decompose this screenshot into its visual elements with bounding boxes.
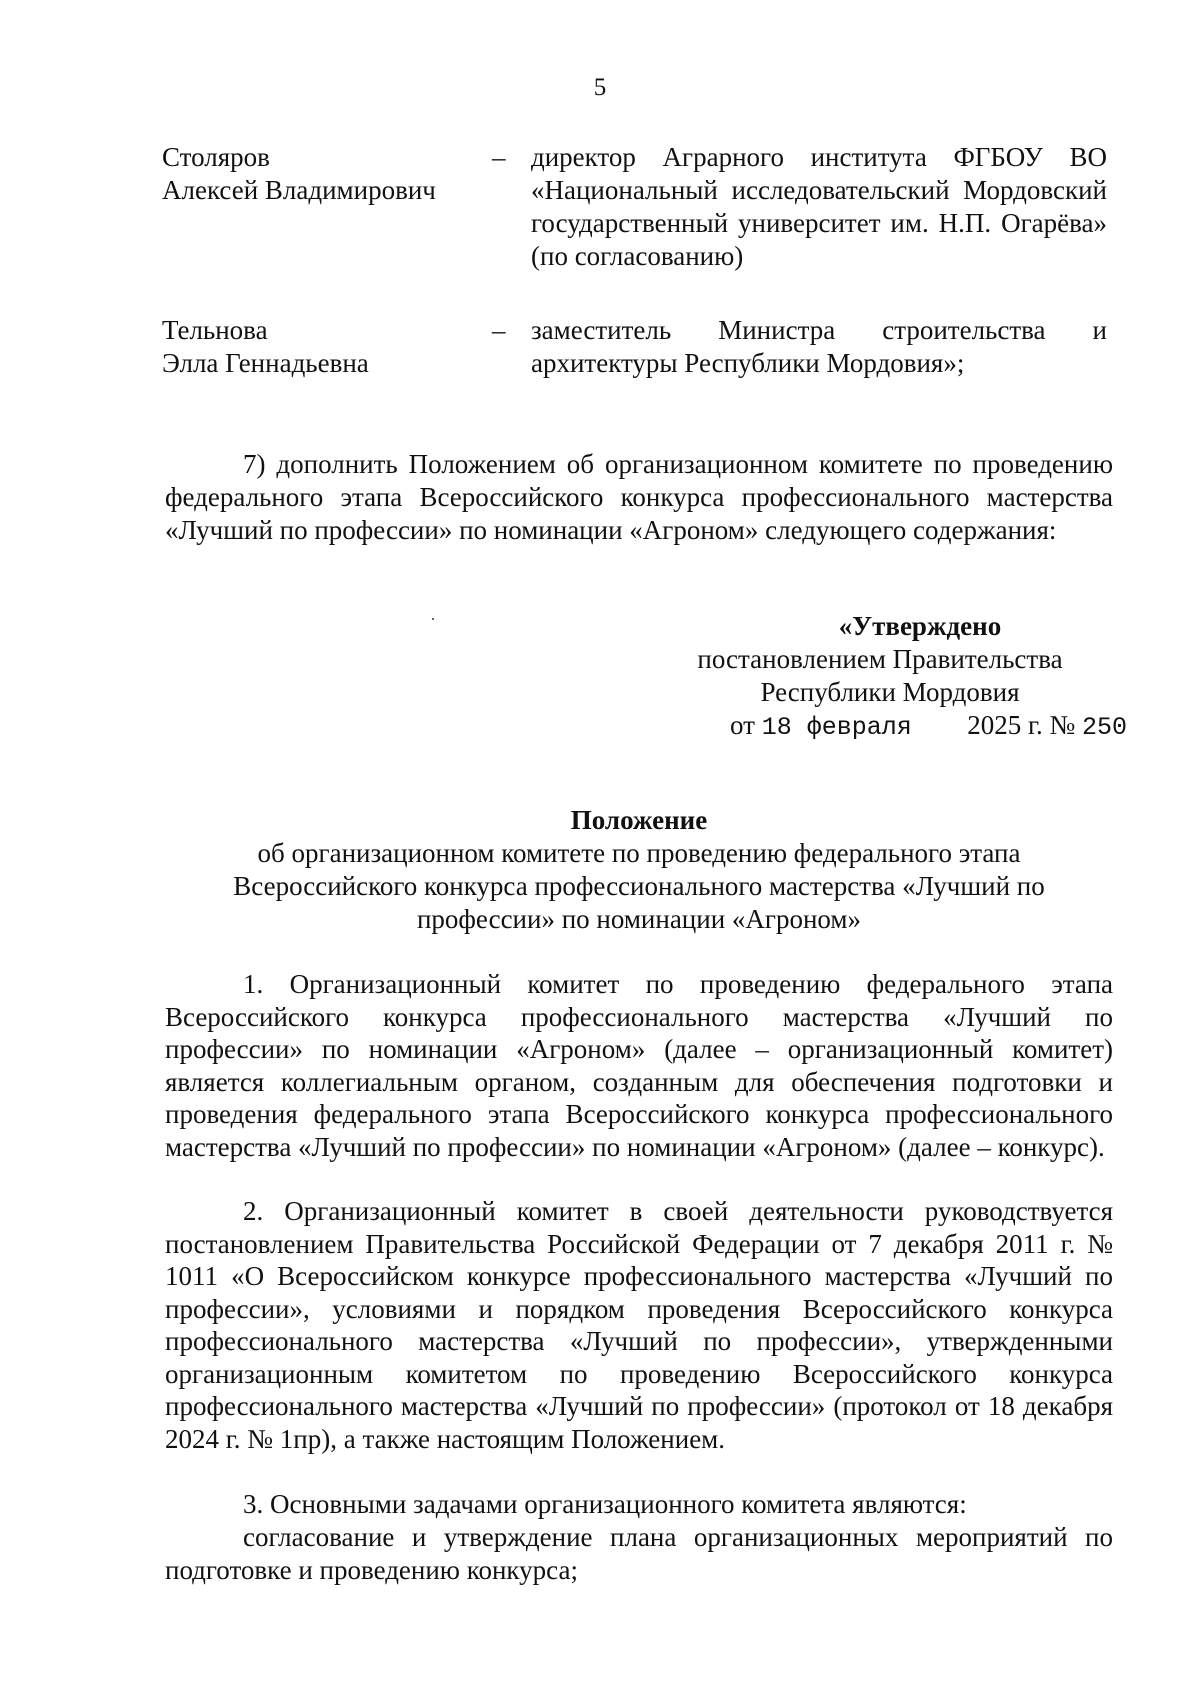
committee-member [162,141,1112,281]
member-given-names: Алексей Владимирович [162,175,436,205]
member-given-names: Элла Геннадьевна [162,348,369,378]
clause-3: 3. Основными задачами организационного комитета являются: [243,1489,967,1519]
title-line: профессии» по номинации «Агроном» [416,904,861,934]
approval-line: постановлением Правительства [697,644,1063,674]
clause-1: 1. Организационный комитет по проведению федерального этапа Всероссийского конкурса профессионального мастерства «Лучший по профессии» по номинации «Агроном» (далее – организационный комитет) является коллегиальным органом, созданным для обеспечения подготовки и проведения федерального этапа Всероссийского конкурса профессионального мастерства «Лучший по профессии» по номинации «Агроном» (далее – конкурс). [165,969,1113,1162]
member-name [162,141,492,207]
page-number: 5 [593,74,607,101]
member-surname: Тельнова [162,315,268,345]
member-dash: – [492,142,506,172]
title-line: Всероссийского конкурса профессионального мастерства «Лучший по [233,871,1045,901]
document-title [165,804,1113,936]
member-position: заместитель Министра строительства и архитектуры Республики Мордовия»; [531,315,1107,378]
approval-year: 2025 г. № [967,710,1076,740]
committee-member [162,314,1112,384]
member-position: директор Аграрного института ФГБОУ ВО «Национальный исследовательский Мордовский государственный университет им. Н.П. Огарёва» (по согласованию) [531,142,1107,271]
member-dash: – [492,315,506,345]
title-line: об организационном комитете по проведению федерального этапа [257,838,1021,868]
approval-date-prefix: от [730,710,755,740]
clause-2: 2. Организационный комитет в своей деятельности руководствуется постановлением Правительства Российской Федерации от 7 декабря 2011 г. № 1011 «О Всероссийском конкурсе профессионального мастерства «Лучший по профессии», условиями и порядком проведения Всероссийского конкурса профессионального мастерства «Лучший по профессии», утвержденными организационным комитетом по проведению Всероссийского конкурса профессионального мастерства «Лучший по профессии» (протокол от 18 декабря 2024 г. № 1пр), а также настоящим Положением. [165,1196,1113,1454]
approval-date-line [730,709,1160,744]
scan-speck [432,618,434,620]
approval-line: Республики Мордовия [760,677,1020,707]
member-surname: Столяров [162,142,270,172]
item-7-paragraph: 7) дополнить Положением об организационном комитете по проведению федерального этапа Всероссийского конкурса профессионального мастерства «Лучший по профессии» по номинации «Агроном» следующего содержания: [165,449,1113,545]
approval-number: 250 [1082,713,1128,742]
approval-block [697,610,1160,744]
clause-3-item: согласование и утверждение плана организационных мероприятий по подготовке и проведению конкурса; [165,1522,1113,1585]
approval-date: 18 февраля [761,713,912,742]
member-name [162,314,492,380]
title-heading: Положение [570,805,708,835]
approval-heading: «Утверждено [838,611,1002,641]
